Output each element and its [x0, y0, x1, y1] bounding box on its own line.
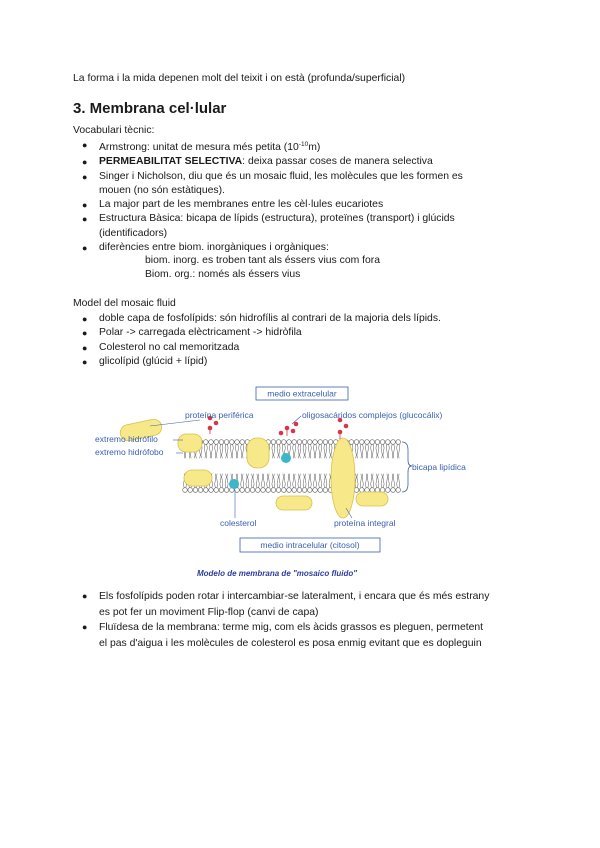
phospholipid-tail — [362, 474, 363, 488]
phospholipid-tail — [222, 474, 223, 488]
cholesterol-molecule — [229, 479, 239, 489]
phospholipid-head — [365, 440, 370, 445]
phospholipid-head — [261, 488, 266, 493]
phospholipid-tail — [381, 444, 382, 458]
phospholipid-tail — [321, 474, 322, 488]
phospholipid-tail — [227, 474, 228, 488]
phospholipid-tail — [272, 474, 273, 488]
hydrophilic-label: extremo hidrófilo — [95, 434, 158, 444]
phospholipid-tail — [386, 444, 387, 458]
phospholipid-head — [183, 488, 188, 493]
phospholipid-head — [323, 488, 328, 493]
lipid-bilayer — [183, 440, 401, 493]
phospholipid-tail — [295, 444, 296, 458]
phospholipid-tail — [310, 474, 311, 488]
integral-protein-mid — [247, 438, 269, 468]
phospholipid-tail — [300, 474, 301, 488]
phospholipid-tail — [373, 444, 374, 458]
phospholipid-tail — [319, 474, 320, 488]
phospholipid-tail — [256, 474, 257, 488]
phospholipid-tail — [367, 474, 368, 488]
phospholipid-head — [240, 440, 245, 445]
phospholipid-head — [219, 488, 224, 493]
phospholipid-head — [214, 488, 219, 493]
phospholipid-tail — [258, 474, 259, 488]
phospholipid-tail — [277, 444, 278, 458]
peripheral-protein-bottom — [276, 496, 312, 510]
phospholipid-tail — [248, 474, 249, 488]
phospholipid-tail — [357, 444, 358, 458]
phospholipid-tail — [215, 474, 216, 488]
phospholipid-tail — [279, 444, 280, 458]
phospholipid-head — [391, 440, 396, 445]
phospholipid-tail — [331, 444, 332, 458]
phospholipid-tail — [220, 474, 221, 488]
proteins — [119, 418, 388, 518]
phospholipid-tail — [274, 474, 275, 488]
diagram-caption: Modelo de membrana de "mosaico fluido" — [196, 569, 358, 578]
phospholipid-head — [313, 440, 318, 445]
phospholipid-tail — [300, 444, 301, 458]
phospholipid-tail — [269, 474, 270, 488]
phospholipid-head — [224, 440, 229, 445]
phospholipid-head — [276, 440, 281, 445]
phospholipid-tail — [392, 444, 393, 458]
phospholipid-head — [230, 440, 235, 445]
list-item: ● Estructura Bàsica: bicapa de lípids (estructura), proteïnes (transport) i glúcids (identificadors) — [82, 213, 455, 239]
list-item: ● Fluïdesa de la membrana: terme mig, com els àcids grassos es pleguen, permetent el pas d'aigua i les molècules de colesterol es posa enmig evitant que es dopleguin — [82, 622, 484, 649]
peripheral-label: proteína periférica — [185, 410, 254, 420]
phospholipid-tail — [360, 474, 361, 488]
phospholipid-tail — [267, 474, 268, 488]
phospholipid-tail — [314, 444, 315, 458]
phospholipid-tail — [272, 444, 273, 458]
phospholipid-head — [302, 440, 307, 445]
phospholipid-head — [245, 488, 250, 493]
phospholipid-tail — [225, 444, 226, 458]
phospholipid-head — [386, 488, 391, 493]
vocab-list — [73, 138, 543, 255]
phospholipid-tail — [392, 474, 393, 488]
phospholipid-tail — [210, 444, 211, 458]
phospholipid-head — [282, 440, 287, 445]
phospholipid-tail — [315, 474, 316, 488]
phospholipid-tail — [298, 444, 299, 458]
oligo-label: oligosacáridos complejos (glucocálix) — [302, 410, 443, 420]
phospholipid-tail — [251, 474, 252, 488]
integral-protein-bottom-left — [184, 470, 212, 486]
phospholipid-head — [370, 440, 375, 445]
cholesterol-label: colesterol — [220, 518, 257, 528]
list-item: ● PERMEABILITAT SELECTIVA: deixa passar coses de manera selectiva — [82, 156, 433, 168]
phospholipid-tail — [326, 474, 327, 488]
phospholipid-tail — [381, 474, 382, 488]
phospholipid-tail — [315, 444, 316, 458]
list-item: ● Els fosfolípids poden rotar i intercambiar-se lateralment, i encara que és més estrany es pot fer un moviment Flip-flop (canvi de capa) — [82, 591, 490, 618]
phospholipid-tail — [222, 444, 223, 458]
phospholipid-head — [391, 488, 396, 493]
phospholipid-tail — [367, 444, 368, 458]
phospholipid-head — [209, 488, 214, 493]
phospholipid-tail — [360, 444, 361, 458]
membrane-diagram — [90, 384, 520, 584]
phospholipid-head — [204, 488, 209, 493]
phospholipid-tail — [383, 474, 384, 488]
bilayer-brace — [402, 442, 412, 492]
phospholipid-tail — [241, 444, 242, 458]
phospholipid-tail — [366, 444, 367, 458]
phospholipid-head — [318, 488, 323, 493]
phospholipid-head — [354, 440, 359, 445]
phospholipid-tail — [284, 474, 285, 488]
phospholipid-tail — [220, 444, 221, 458]
phospholipid-tail — [314, 474, 315, 488]
phospholipid-head — [204, 440, 209, 445]
phospholipid-tail — [362, 444, 363, 458]
phospholipid-tail — [204, 444, 205, 458]
cholesterol-molecule — [281, 453, 291, 463]
phospholipid-head — [302, 488, 307, 493]
phospholipid-head — [297, 440, 302, 445]
phospholipid-tail — [308, 444, 309, 458]
phospholipid-head — [219, 440, 224, 445]
list-item: ● Colesterol no cal memoritzada — [82, 341, 240, 353]
phospholipid-tail — [305, 444, 306, 458]
phospholipid-tail — [355, 444, 356, 458]
phospholipid-tail — [241, 474, 242, 488]
extracellular-label: medio extracelular — [267, 388, 337, 399]
list-item: ● Armstrong: unitat de mesura més petita $(10^{-10}m)$ — [82, 140, 321, 153]
integral-protein-bottom-right — [356, 492, 388, 506]
phospholipid-tail — [277, 474, 278, 488]
bilayer-label: bicapa lipídica — [412, 462, 466, 472]
phospholipid-tail — [319, 444, 320, 458]
phospholipid-tail — [357, 474, 358, 488]
phospholipid-tail — [378, 474, 379, 488]
phospholipid-tail — [366, 474, 367, 488]
phospholipid-head — [360, 440, 365, 445]
phospholipid-tail — [388, 444, 389, 458]
phospholipid-tail — [298, 474, 299, 488]
phospholipid-tail — [243, 444, 244, 458]
phospholipid-head — [287, 440, 292, 445]
phospholipid-tail — [246, 474, 247, 488]
phospholipid-tail — [288, 474, 289, 488]
list-item: ● doble capa de fosfolípids: són hidrofílis al contrari de la majoria dels lípids. — [82, 313, 441, 324]
phospholipid-tail — [386, 474, 387, 488]
phospholipid-tail — [225, 474, 226, 488]
phospholipid-tail — [236, 444, 237, 458]
oligosaccharide-links — [210, 428, 340, 439]
phospholipid-head — [198, 488, 203, 493]
integral-protein-large — [331, 438, 355, 518]
phospholipid-tail — [326, 444, 327, 458]
phospholipid-tail — [378, 444, 379, 458]
phospholipid-tail — [215, 444, 216, 458]
phospholipid-head — [282, 488, 287, 493]
phospholipid-tail — [230, 444, 231, 458]
phospholipid-tail — [308, 474, 309, 488]
phospholipid-head — [328, 440, 333, 445]
phospholipid-tail — [373, 474, 374, 488]
phospholipid-head — [375, 440, 380, 445]
phospholipid-tail — [217, 444, 218, 458]
phospholipid-head — [209, 440, 214, 445]
phospholipid-head — [188, 488, 193, 493]
phospholipid-tail — [329, 474, 330, 488]
phospholipid-tail — [393, 474, 394, 488]
phospholipid-head — [271, 440, 276, 445]
list-item: ● diferències entre biom. inorgàniques i orgàniques: — [82, 242, 329, 254]
phospholipid-tail — [383, 444, 384, 458]
phospholipid-tail — [243, 474, 244, 488]
phospholipid-head — [308, 440, 313, 445]
phospholipid-head — [386, 440, 391, 445]
phospholipid-tail — [376, 444, 377, 458]
section-title: 3. Membrana cel·lular — [73, 100, 227, 117]
phospholipid-head — [323, 440, 328, 445]
phospholipid-head — [266, 488, 271, 493]
phospholipid-head — [240, 488, 245, 493]
phospholipid-tail — [329, 444, 330, 458]
phospholipid-head — [396, 440, 401, 445]
phospholipid-head — [318, 440, 323, 445]
intracellular-label: medio intracelular (citosol) — [260, 540, 360, 550]
phospholipid-tail — [399, 444, 400, 458]
phospholipid-tail — [397, 444, 398, 458]
phospholipid-tail — [376, 474, 377, 488]
phospholipid-tail — [262, 474, 263, 488]
phospholipid-head — [308, 488, 313, 493]
list-item: ● Polar -> carregada elèctricament -> hidròfila — [82, 327, 302, 339]
list-item: ● Singer i Nicholson, diu que és un mosaic fluid, les molècules que les formen es mouen (no són estàtiques). — [82, 170, 463, 196]
phospholipid-head — [349, 440, 354, 445]
model-list — [73, 312, 543, 369]
phospholipid-head — [292, 440, 297, 445]
phospholipid-head — [276, 488, 281, 493]
phospholipid-tail — [206, 444, 207, 458]
phospholipid-tail — [263, 474, 264, 488]
phospholipid-tail — [303, 474, 304, 488]
phospholipid-head — [271, 488, 276, 493]
phospholipid-tail — [282, 474, 283, 488]
phospholipid-tail — [321, 444, 322, 458]
phospholipid-tail — [293, 474, 294, 488]
phospholipid-head — [256, 488, 261, 493]
phospholipid-head — [250, 488, 255, 493]
phospholipid-tail — [217, 474, 218, 488]
phospholipid-tail — [293, 444, 294, 458]
phospholipid-tail — [324, 474, 325, 488]
phospholipid-tail — [371, 444, 372, 458]
list-item: ● glicolípid (glúcid + lípid) — [82, 355, 208, 367]
phospholipid-tail — [399, 474, 400, 488]
phospholipid-tail — [303, 444, 304, 458]
intro-line: La forma i la mida depenen molt del teixit i on està (profunda/superficial) — [73, 73, 406, 84]
phospholipid-head — [380, 440, 385, 445]
phospholipid-head — [193, 488, 198, 493]
integral-protein-left — [178, 434, 202, 452]
biom-inorg-line: biom. inorg. es troben tant als éssers vius com fora — [145, 255, 381, 266]
phospholipid-tail — [310, 444, 311, 458]
phospholipid-head — [297, 488, 302, 493]
phospholipid-tail — [274, 444, 275, 458]
list-item: ● La major part de les membranes entre les cèl·lules eucariotes — [82, 199, 384, 211]
phospholipid-tail — [397, 474, 398, 488]
phospholipid-tail — [371, 474, 372, 488]
vocab-heading: Vocabulari tècnic: — [73, 125, 155, 136]
phospholipid-head — [235, 440, 240, 445]
phospholipid-tail — [253, 474, 254, 488]
phospholipid-tail — [295, 474, 296, 488]
hydrophobic-label: extremo hidrófobo — [95, 447, 164, 457]
phospholipid-head — [287, 488, 292, 493]
after-list — [73, 589, 543, 651]
phospholipid-head — [292, 488, 297, 493]
phospholipid-head — [313, 488, 318, 493]
phospholipid-tail — [227, 444, 228, 458]
phospholipid-head — [396, 488, 401, 493]
integral-label: proteína integral — [334, 518, 396, 528]
phospholipid-tail — [324, 444, 325, 458]
phospholipid-tail — [388, 474, 389, 488]
phospholipid-tail — [289, 474, 290, 488]
biom-org-line: Biom. org.: només als éssers vius — [145, 269, 301, 280]
phospholipid-tail — [279, 474, 280, 488]
phospholipid-tail — [232, 444, 233, 458]
phospholipid-tail — [211, 444, 212, 458]
phospholipid-tail — [393, 444, 394, 458]
phospholipid-head — [224, 488, 229, 493]
phospholipid-tail — [237, 444, 238, 458]
model-heading: Model del mosaic fluid — [73, 298, 176, 309]
phospholipid-head — [214, 440, 219, 445]
phospholipid-tail — [305, 474, 306, 488]
